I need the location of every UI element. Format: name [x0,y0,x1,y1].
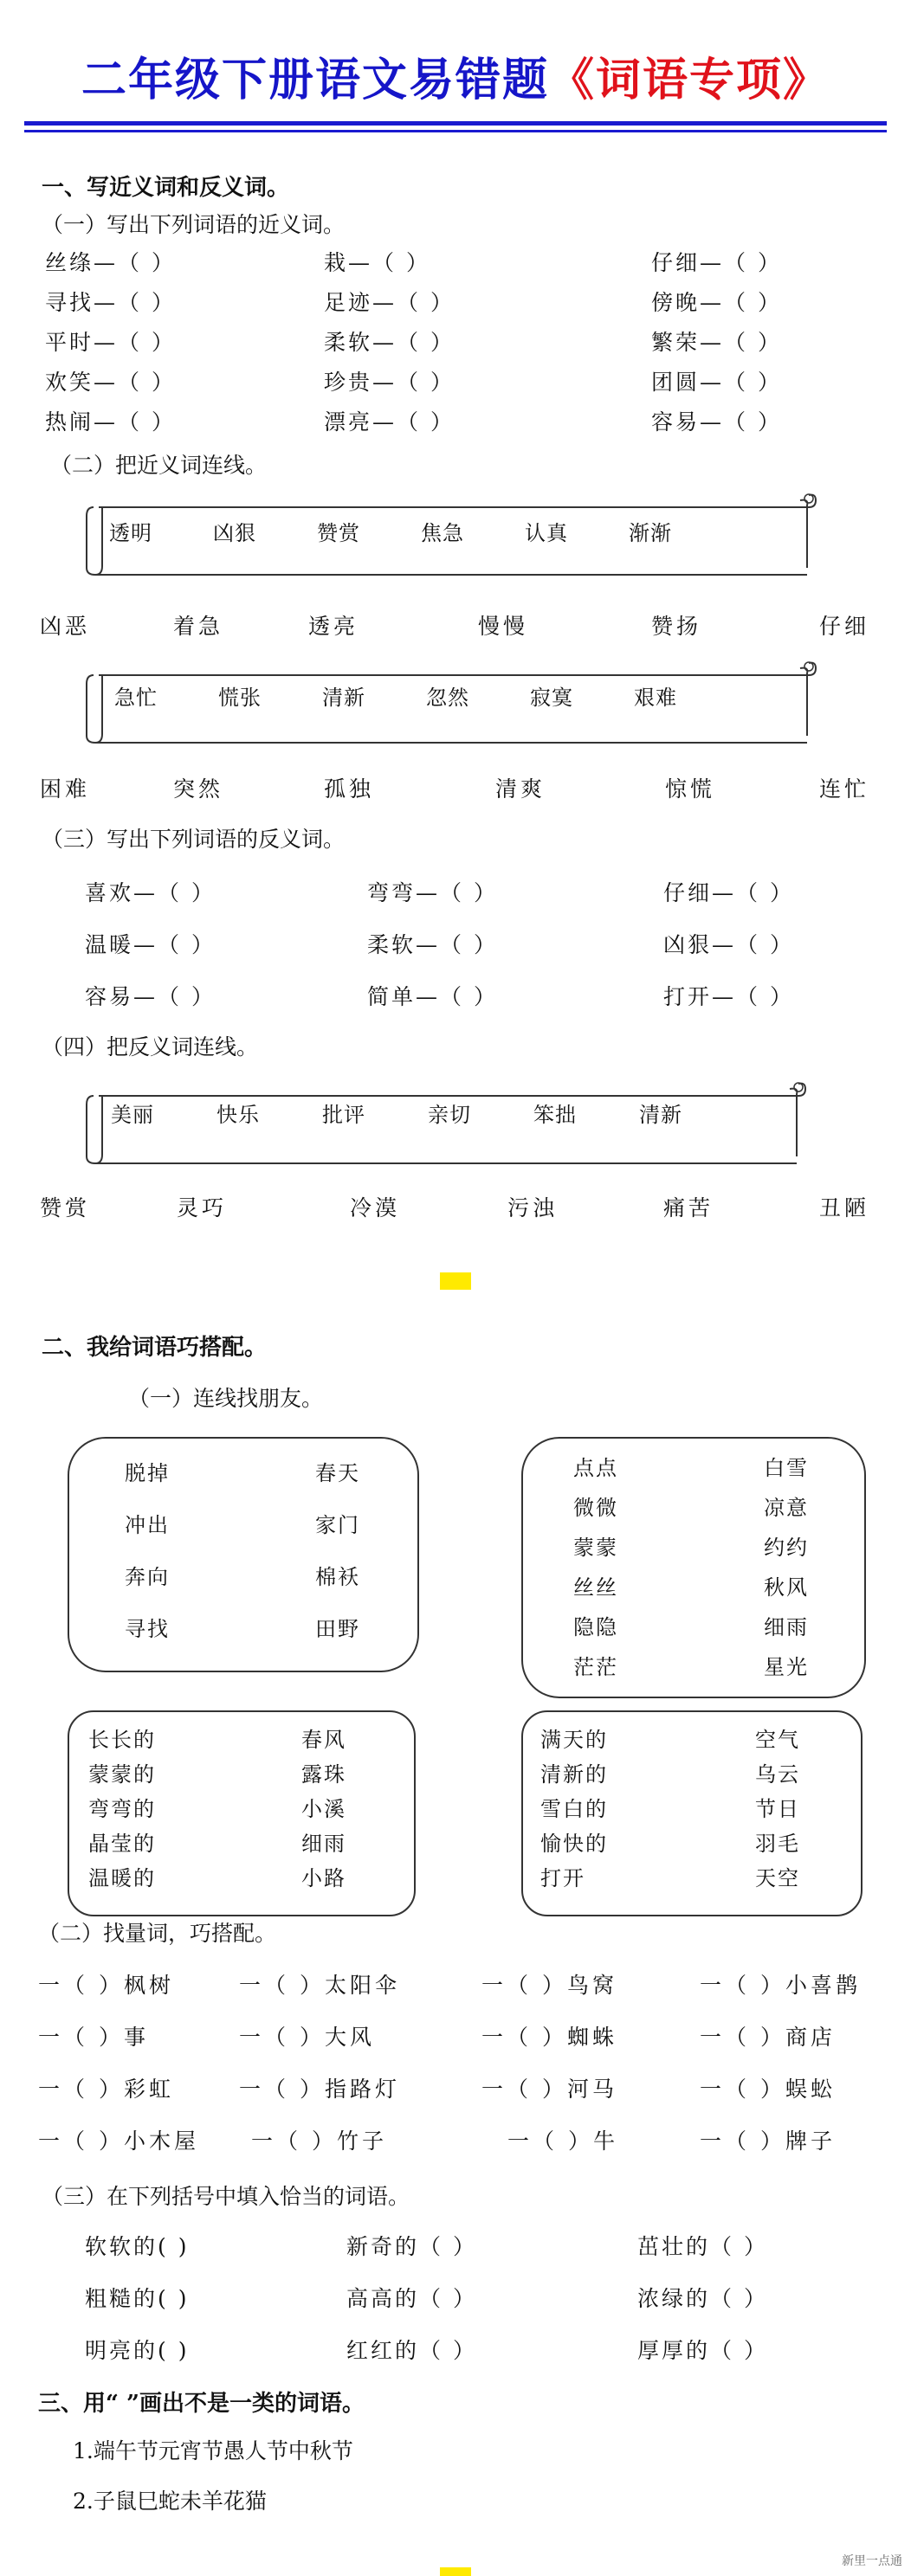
word-scroll-2 [83,660,819,744]
measure-cell: 一（ ）鸟窝 [481,1973,617,1998]
synonym-cell: 团圆—（ ） [651,370,782,395]
measure-cell: 一（ ）商店 [700,2025,836,2050]
measure-cell: 一（ ）指路灯 [239,2077,400,2102]
fill-cell: 厚厚的（ ） [637,2338,768,2363]
synonym-cell: 柔软—（ ） [324,330,455,355]
title-rule-bottom [24,130,887,132]
page-title [0,50,911,111]
synonym-cell: 热闹—（ ） [45,409,176,435]
antonym-cell: 喜欢—（ ） [85,880,216,905]
match-box-word: 白雪 [764,1456,809,1480]
match-box-word: 小路 [301,1866,346,1890]
antonym-cell: 容易—（ ） [85,984,216,1009]
section-2-3-heading: （三）在下列括号中填入恰当的词语。 [42,2184,410,2209]
match-box-word: 细雨 [301,1832,346,1856]
section-1-4-heading: （四）把反义词连线。 [42,1034,259,1059]
match-word: 痛苦 [663,1195,714,1220]
match-box-word: 棉袄 [315,1565,360,1589]
match-word: 冷漠 [350,1195,401,1220]
scroll-word: 亲切 [428,1103,471,1127]
measure-cell: 一（ ）小喜鹊 [700,1973,861,1998]
watermark: 新里一点通 [842,2554,902,2568]
match-box-word: 节日 [755,1797,800,1821]
match-box-word: 雪白的 [540,1797,608,1821]
match-word: 赞赏 [40,1195,91,1220]
antonym-cell: 温暖—（ ） [85,932,216,957]
match-box-word: 春风 [301,1728,346,1752]
scroll-word: 美丽 [111,1103,154,1127]
match-word: 丑陋 [819,1195,870,1220]
synonym-cell: 足迹—（ ） [324,290,455,315]
match-word: 透亮 [308,614,359,639]
antonym-cell: 弯弯—（ ） [367,880,498,905]
match-word: 仔细 [819,614,870,639]
match-box-word: 打开 [540,1866,585,1890]
scroll-word: 认真 [525,521,568,545]
match-box-word: 星光 [764,1655,809,1679]
match-box-word: 羽毛 [755,1832,800,1856]
match-box-word: 冲出 [125,1513,170,1537]
antonym-cell: 仔细—（ ） [663,880,794,905]
synonym-cell: 漂亮—（ ） [324,409,455,435]
match-box-word: 丝丝 [573,1575,618,1600]
match-word: 困难 [40,776,91,802]
match-word: 清爽 [495,776,546,802]
measure-cell: 一（ ）竹子 [251,2128,387,2154]
synonym-cell: 欢笑—（ ） [45,370,176,395]
match-box-4 [521,1710,863,1916]
measure-cell: 一（ ）枫树 [38,1973,174,1998]
scroll-word: 艰难 [634,686,677,710]
match-box-word: 满天的 [540,1728,608,1752]
synonym-cell: 丝绦—（ ） [45,250,176,275]
match-word: 灵巧 [177,1195,228,1220]
match-box-word: 春天 [315,1461,360,1485]
match-box-word: 乌云 [755,1762,800,1787]
measure-cell: 一（ ）事 [38,2025,149,2050]
match-box-word: 温暖的 [88,1866,156,1890]
yellow-marker [440,1272,471,1290]
fill-cell: 粗糙的( ) [85,2286,190,2311]
scroll-word: 透明 [109,521,152,545]
match-box-word: 细雨 [764,1615,809,1639]
synonym-cell: 平时—（ ） [45,330,176,355]
match-box-word: 弯弯的 [88,1797,156,1821]
fill-cell: 红红的（ ） [346,2338,477,2363]
antonym-cell: 简单—（ ） [367,984,498,1009]
section-1-heading: 一、写近义词和反义词。 [42,175,290,201]
match-word: 赞扬 [651,614,702,639]
measure-cell: 一（ ）牛 [507,2128,618,2154]
match-box-word: 脱掉 [125,1461,170,1485]
title-main: 二年级下册语文易错题 [81,55,549,106]
synonym-cell: 寻找—（ ） [45,290,176,315]
fill-cell: 茁壮的（ ） [637,2234,768,2259]
scroll-word: 赞赏 [317,521,360,545]
scroll-word: 批评 [322,1103,365,1127]
section-2-heading: 二、我给词语巧搭配。 [42,1335,268,1361]
word-scroll-1 [83,492,819,576]
match-box-word: 奔向 [125,1565,170,1589]
fill-cell: 明亮的( ) [85,2338,190,2363]
match-box-word: 田野 [315,1617,360,1641]
odd-item-2: 2.子鼠巳蛇未羊花猫 [73,2489,267,2514]
measure-cell: 一（ ）大风 [239,2025,375,2050]
antonym-cell: 柔软—（ ） [367,932,498,957]
section-2-1-heading: （一）连线找朋友。 [128,1386,324,1411]
fill-cell: 软软的( ) [85,2234,190,2259]
match-word: 凶恶 [40,614,91,639]
scroll-word: 焦急 [421,521,464,545]
match-word: 惊慌 [665,776,716,802]
measure-cell: 一（ ）蜘蛛 [481,2025,617,2050]
section-3-heading: 三、用“ ”画出不是一类的词语。 [38,2391,365,2417]
match-box-word: 愉快的 [540,1832,608,1856]
fill-cell: 高高的（ ） [346,2286,477,2311]
match-word: 突然 [173,776,224,802]
match-box-word: 约约 [764,1536,809,1560]
scroll-word: 快乐 [216,1103,260,1127]
scroll-word: 笨拙 [533,1103,577,1127]
match-box-word: 晶莹的 [88,1832,156,1856]
antonym-cell: 打开—（ ） [663,984,794,1009]
synonym-cell: 珍贵—（ ） [324,370,455,395]
match-box-2 [521,1437,866,1698]
match-box-word: 天空 [755,1866,800,1890]
section-1-1-heading: （一）写出下列词语的近义词。 [42,212,346,237]
synonym-cell: 栽—（ ） [324,250,430,275]
match-box-3 [68,1710,416,1916]
section-1-2-heading: （二）把近义词连线。 [50,453,268,478]
scroll-word: 忽然 [426,686,469,710]
match-box-word: 蒙蒙的 [88,1762,156,1787]
yellow-marker-bottom [440,2567,471,2576]
measure-cell: 一（ ）河马 [481,2077,617,2102]
synonym-cell: 傍晚—（ ） [651,290,782,315]
match-word: 着急 [173,614,224,639]
synonym-cell: 繁荣—（ ） [651,330,782,355]
match-box-word: 微微 [573,1496,618,1520]
scroll-word: 寂寞 [530,686,573,710]
match-box-word: 凉意 [764,1496,809,1520]
scroll-word: 凶狠 [213,521,256,545]
match-box-word: 寻找 [125,1617,170,1641]
match-word: 孤独 [324,776,375,802]
antonym-cell: 凶狠—（ ） [663,932,794,957]
scroll-word: 慌张 [218,686,262,710]
match-word: 慢慢 [478,614,529,639]
match-box-word: 空气 [755,1728,800,1752]
match-box-word: 清新的 [540,1762,608,1787]
match-box-word: 茫茫 [573,1655,618,1679]
odd-item-1: 1.端午节元宵节愚人节中秋节 [73,2438,353,2463]
scroll-word: 渐渐 [629,521,672,545]
match-box-word: 点点 [573,1456,618,1480]
measure-cell: 一（ ）小木屋 [38,2128,199,2154]
match-word: 连忙 [819,776,870,802]
match-box-word: 秋风 [764,1575,809,1600]
fill-cell: 新奇的（ ） [346,2234,477,2259]
measure-cell: 一（ ）蜈蚣 [700,2077,836,2102]
match-box-word: 长长的 [88,1728,156,1752]
measure-cell: 一（ ）彩虹 [38,2077,174,2102]
measure-cell: 一（ ）牌子 [700,2128,836,2154]
synonym-cell: 仔细—（ ） [651,250,782,275]
measure-cell: 一（ ）太阳伞 [239,1973,400,1998]
match-box-1 [68,1437,419,1672]
match-box-word: 蒙蒙 [573,1536,618,1560]
match-box-word: 隐隐 [573,1615,618,1639]
scroll-word: 急忙 [114,686,158,710]
title-sub: 《词语专项》 [549,55,830,106]
synonym-cell: 容易—（ ） [651,409,782,435]
section-1-3-heading: （三）写出下列词语的反义词。 [42,827,346,852]
word-scroll-3 [83,1080,809,1165]
match-box-word: 小溪 [301,1797,346,1821]
match-box-word: 露珠 [301,1762,346,1787]
match-word: 污浊 [507,1195,559,1220]
title-rule-top [24,121,887,126]
section-2-2-heading: （二）找量词，巧搭配。 [38,1921,277,1946]
fill-cell: 浓绿的（ ） [637,2286,768,2311]
scroll-word: 清新 [639,1103,682,1127]
match-box-word: 家门 [315,1513,360,1537]
scroll-word: 清新 [322,686,365,710]
